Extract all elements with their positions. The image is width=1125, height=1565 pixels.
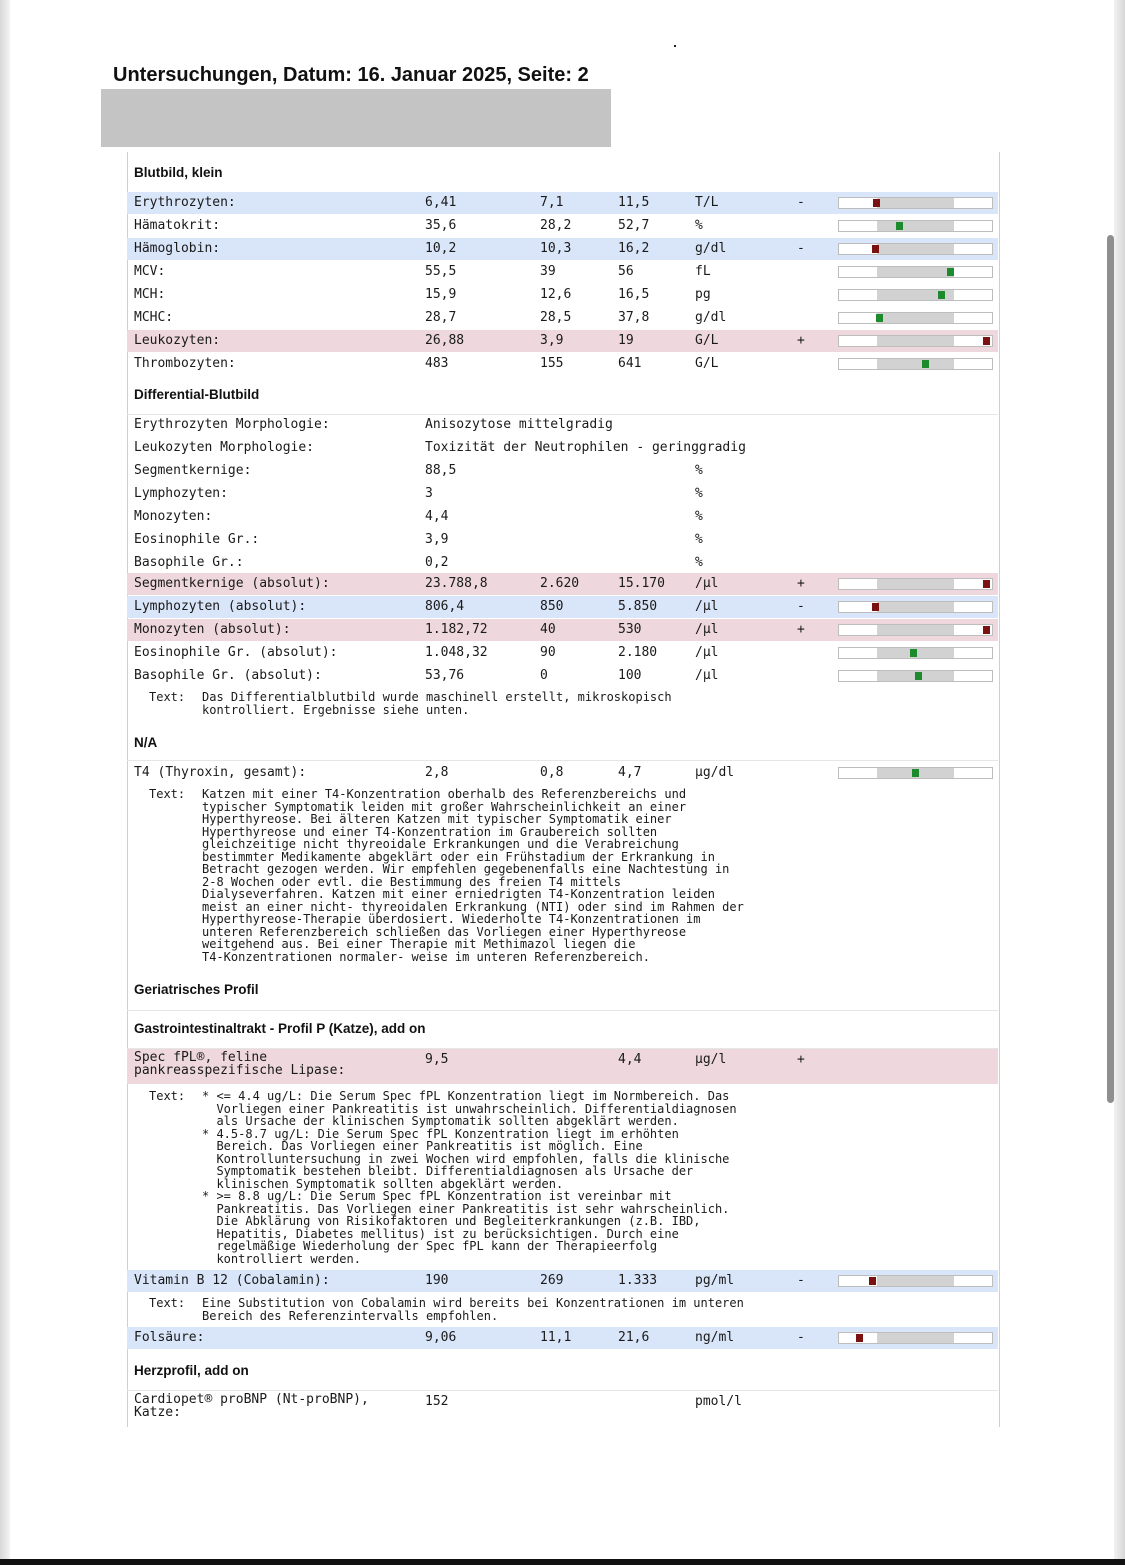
ref-min: 28,2 [540,218,572,233]
b12-row [127,1270,998,1292]
unit: pmol/l [695,1394,742,1409]
gauge-marker [983,580,990,588]
unit: % [695,532,703,547]
bottom-bar [0,1559,1125,1565]
section-gastro: Gastrointestinaltrakt - Profil P (Katze), add on [127,1012,998,1049]
unit: pg/ml [695,1273,735,1288]
page-title: Untersuchungen, Datum: 16. Januar 2025, Seite: 2 [113,64,589,86]
result-row [127,261,998,283]
folsaeure-row [127,1327,998,1349]
gauge-marker [873,199,880,207]
ref-min: 39 [540,264,556,279]
ery-morph-row [127,414,998,436]
ref-max: 37,8 [618,310,650,325]
result-name: Folsäure: [134,1330,205,1345]
unit: T/L [695,195,719,210]
result-value: Toxizität der Neutrophilen - geringgradig [425,440,746,455]
gauge-marker [869,1277,876,1285]
ref-min: 3,9 [540,333,564,348]
result-value: 190 [425,1273,449,1288]
text-label: Text: [149,787,186,801]
result-name: Vitamin B 12 (Cobalamin): [134,1273,330,1288]
scrollbar[interactable] [1107,235,1114,1103]
unit: /µl [695,576,719,591]
speck [674,45,676,47]
ref-min: 40 [540,622,556,637]
flag: + [797,622,805,637]
result-name: T4 (Thyroxin, gesamt): [134,765,307,780]
result-value: 3,9 [425,532,449,547]
result-value: 4,4 [425,509,449,524]
unit: G/L [695,333,719,348]
result-row [127,330,998,352]
text-label: Text: [149,1296,186,1310]
ref-min: 10,3 [540,241,572,256]
unit: /µl [695,645,719,660]
reference-gauge [838,647,993,659]
result-row [127,238,998,260]
result-value: 28,7 [425,310,457,325]
result-name: MCHC: [134,310,174,325]
result-name: Hämoglobin: [134,241,221,256]
unit: G/L [695,356,719,371]
gauge-marker [938,291,945,299]
result-row [127,665,998,687]
result-name: Segmentkernige (absolut): [134,576,330,591]
text-body: Das Differentialblutbild wurde maschinell erstellt, mikroskopisch kontrolliert. Ergebnisse siehe unten. [202,690,672,717]
reference-gauge [838,1275,993,1287]
unit: % [695,555,703,570]
gauge-marker [983,626,990,634]
result-row [127,284,998,306]
result-name: Cardiopet® proBNP (Nt-proBNP), Katze: [134,1392,369,1420]
result-value: 2,8 [425,765,449,780]
reference-gauge [838,670,993,682]
gauge-marker [856,1334,863,1342]
flag: + [797,1052,805,1067]
unit: pg [695,287,711,302]
ref-max: 21,6 [618,1330,650,1345]
result-row [127,307,998,329]
text-body: Katzen mit einer T4-Konzentration oberhalb des Referenzbereichs und typischer Symptomatik leiden mit großer Wahrscheinlichkeit an einer Hyperthyreose. Bei älteren Katzen mit typischer Symptomatik einer Hyperthyreose und einer T4-Konzentration im Graubereich sollten gleichzeitige nicht thyreoidale Erkrankungen und die Verabreichung bestimmter Medikamente abgeklärt oder ein Frühstadium der Erkrankung in Betracht gezogen werden. Wir empfehlen gegebenenfalls eine Nachtestung in 2-8 Wochen oder evtl. die Bestimmung des freien T4 mittels Dialyseverfahren. Katzen mit einer erniedrigten T4-Konzentration leiden meist an einer nicht- thyreoidalen Erkrankung (NTI) oder sind im Rahmen der Hyperthyreose-Therapie überdosiert. Wiederholte T4-Konzentrationen im unteren Referenzbereich schließen das Vorliegen einer Hyperthyreose weitgehend aus. Bei einer Therapie mit Methimazol liegen die T4-Konzentrationen normaler- weise im unteren Referenzbereich. [202,787,744,964]
section-blutbild: Blutbild, klein [127,160,998,193]
unit: µg/dl [695,765,735,780]
ref-max: 16,2 [618,241,650,256]
result-value: 9,06 [425,1330,457,1345]
result-name: Eosinophile Gr.: [134,532,260,547]
differential-text [127,691,998,723]
ref-max: 4,7 [618,765,642,780]
fpl-text [127,1090,998,1268]
reference-gauge [838,266,993,278]
result-row [127,619,998,641]
result-row [127,460,998,482]
result-name: MCH: [134,287,166,302]
result-row [127,506,998,528]
leuko-morph-row [127,437,998,459]
result-name: Hämatokrit: [134,218,221,233]
reference-gauge [838,601,993,613]
result-name: Lymphozyten: [134,486,228,501]
section-geriatrisch: Geriatrisches Profil [127,970,998,1011]
flag: - [797,241,805,256]
result-row [127,215,998,237]
reference-gauge [838,312,993,324]
result-name: Basophile Gr.: [134,555,244,570]
reference-gauge [838,578,993,590]
ref-min: 28,5 [540,310,572,325]
result-value: 10,2 [425,241,457,256]
gauge-marker [915,672,922,680]
ref-max: 2.180 [618,645,658,660]
result-value: Anisozytose mittelgradig [425,417,613,432]
gauge-marker [947,268,954,276]
result-row [127,642,998,664]
result-row [127,353,998,375]
result-name: Eosinophile Gr. (absolut): [134,645,338,660]
result-value: 55,5 [425,264,457,279]
result-name: Erythrozyten Morphologie: [134,417,330,432]
fpl-row [127,1049,998,1084]
result-name: MCV: [134,264,166,279]
result-value: 15,9 [425,287,457,302]
section-herz: Herzprofil, add on [127,1352,998,1391]
result-row [127,529,998,551]
result-value: 806,4 [425,599,465,614]
ref-max: 641 [618,356,642,371]
ref-max: 15.170 [618,576,665,591]
result-value: 1.048,32 [425,645,488,660]
gauge-marker [896,222,903,230]
result-value: 26,88 [425,333,465,348]
viewer-left-edge [0,0,10,1560]
reference-gauge [838,358,993,370]
ref-min: 0 [540,668,548,683]
ref-min: 269 [540,1273,564,1288]
unit: /µl [695,622,719,637]
result-row [127,483,998,505]
gauge-marker [876,314,883,322]
result-row [127,596,998,618]
result-row [127,552,998,574]
result-row [127,573,998,595]
ref-max: 1.333 [618,1273,658,1288]
ref-max: 530 [618,622,642,637]
probnp-row [127,1391,998,1423]
ref-min: 2.620 [540,576,580,591]
result-name: Monozyten (absolut): [134,622,291,637]
flag: + [797,333,805,348]
result-row [127,192,998,214]
flag: - [797,1330,805,1345]
result-name: Monozyten: [134,509,213,524]
gauge-marker [872,603,879,611]
unit: fL [695,264,711,279]
section-differential: Differential-Blutbild [127,378,998,415]
gauge-marker [872,245,879,253]
viewer-right-edge [1114,0,1125,1560]
ref-min: 11,1 [540,1330,572,1345]
ref-min: 0,8 [540,765,564,780]
result-name: Erythrozyten: [134,195,236,210]
reference-gauge [838,220,993,232]
result-value: 35,6 [425,218,457,233]
result-value: 0,2 [425,555,449,570]
result-value: 9,5 [425,1052,449,1067]
result-value: 483 [425,356,449,371]
ref-min: 90 [540,645,556,660]
unit: % [695,463,703,478]
result-value: 88,5 [425,463,457,478]
reference-gauge [838,767,993,779]
unit: /µl [695,668,719,683]
result-name: Leukozyten: [134,333,221,348]
reference-gauge [838,624,993,636]
result-name: Spec fPL®, feline pankreasspezifische Lipase: [134,1050,346,1078]
result-name: Segmentkernige: [134,463,252,478]
unit: /µl [695,599,719,614]
ref-min: 7,1 [540,195,564,210]
reference-gauge [838,335,993,347]
flag: - [797,1273,805,1288]
unit: % [695,218,703,233]
unit: g/dl [695,310,727,325]
result-value: 23.788,8 [425,576,488,591]
reference-gauge [838,197,993,209]
unit: µg/l [695,1052,727,1067]
ref-min: 850 [540,599,564,614]
result-value: 1.182,72 [425,622,488,637]
ref-max: 5.850 [618,599,658,614]
unit: % [695,509,703,524]
section-na: N/A [127,724,998,761]
result-name: Thrombozyten: [134,356,236,371]
gauge-marker [910,649,917,657]
ref-max: 100 [618,668,642,683]
result-value: 152 [425,1394,449,1409]
result-name: Basophile Gr. (absolut): [134,668,322,683]
text-label: Text: [149,1089,186,1103]
ref-max: 56 [618,264,634,279]
unit: g/dl [695,241,727,256]
reference-gauge [838,243,993,255]
result-name: Lymphozyten (absolut): [134,599,307,614]
text-label: Text: [149,690,186,704]
reference-gauge [838,289,993,301]
gauge-marker [922,360,929,368]
ref-max: 16,5 [618,287,650,302]
reference-gauge [838,1332,993,1344]
text-body: * <= 4.4 ug/L: Die Serum Spec fPL Konzentration liegt im Normbereich. Das Vorliegen einer Pankreatitis ist unwahrscheinlich. Differentialdiagnosen als Ursache der klinischen Symptomatik sollten abgeklärt werden. * 4.5-8.7 ug/L: Die Serum Spec fPL Konzentration liegt im erhöhten Bereich. Das Vorliegen einer Pankreatitis ist möglich. Eine Kontrolluntersuchung in zwei Wochen wird empfohlen, falls die klinische Symptomatik bestehen bleibt. Differentialdiagnosen als Ursache der klinischen Symptomatik sollten abgeklärt werden. * >= 8.8 ug/L: Die Serum Spec fPL Konzentration ist vereinbar mit Pankreatitis. Das Vorliegen einer Pankreatitis ist sehr wahrscheinlich. Die Abklärung von Risikofaktoren und Begleiterkrankungen (z.B. IBD, Hepatitis, Diabetes mellitus) ist zu berücksichtigen. Durch eine regelmäßige Wiederholung der Spec fPL kann der Therapieerfolg kontrolliert werden. [202,1089,737,1266]
flag: - [797,599,805,614]
t4-row [127,762,998,784]
gauge-marker [983,337,990,345]
result-value: 6,41 [425,195,457,210]
text-body: Eine Substitution von Cobalamin wird bereits bei Konzentrationen im unteren Bereich des Referenzintervalls empfohlen. [202,1296,744,1323]
result-value: 53,76 [425,668,465,683]
result-name: Leukozyten Morphologie: [134,440,315,455]
t4-text [127,788,998,970]
flag: + [797,576,805,591]
unit: ng/ml [695,1330,735,1345]
ref-min: 12,6 [540,287,572,302]
ref-min: 155 [540,356,564,371]
ref-max: 4,4 [618,1052,642,1067]
ref-max: 19 [618,333,634,348]
gauge-marker [912,769,919,777]
unit: % [695,486,703,501]
ref-max: 11,5 [618,195,650,210]
redacted-block [101,89,611,147]
result-value: 3 [425,486,433,501]
ref-max: 52,7 [618,218,650,233]
b12-text [127,1297,998,1325]
flag: - [797,195,805,210]
